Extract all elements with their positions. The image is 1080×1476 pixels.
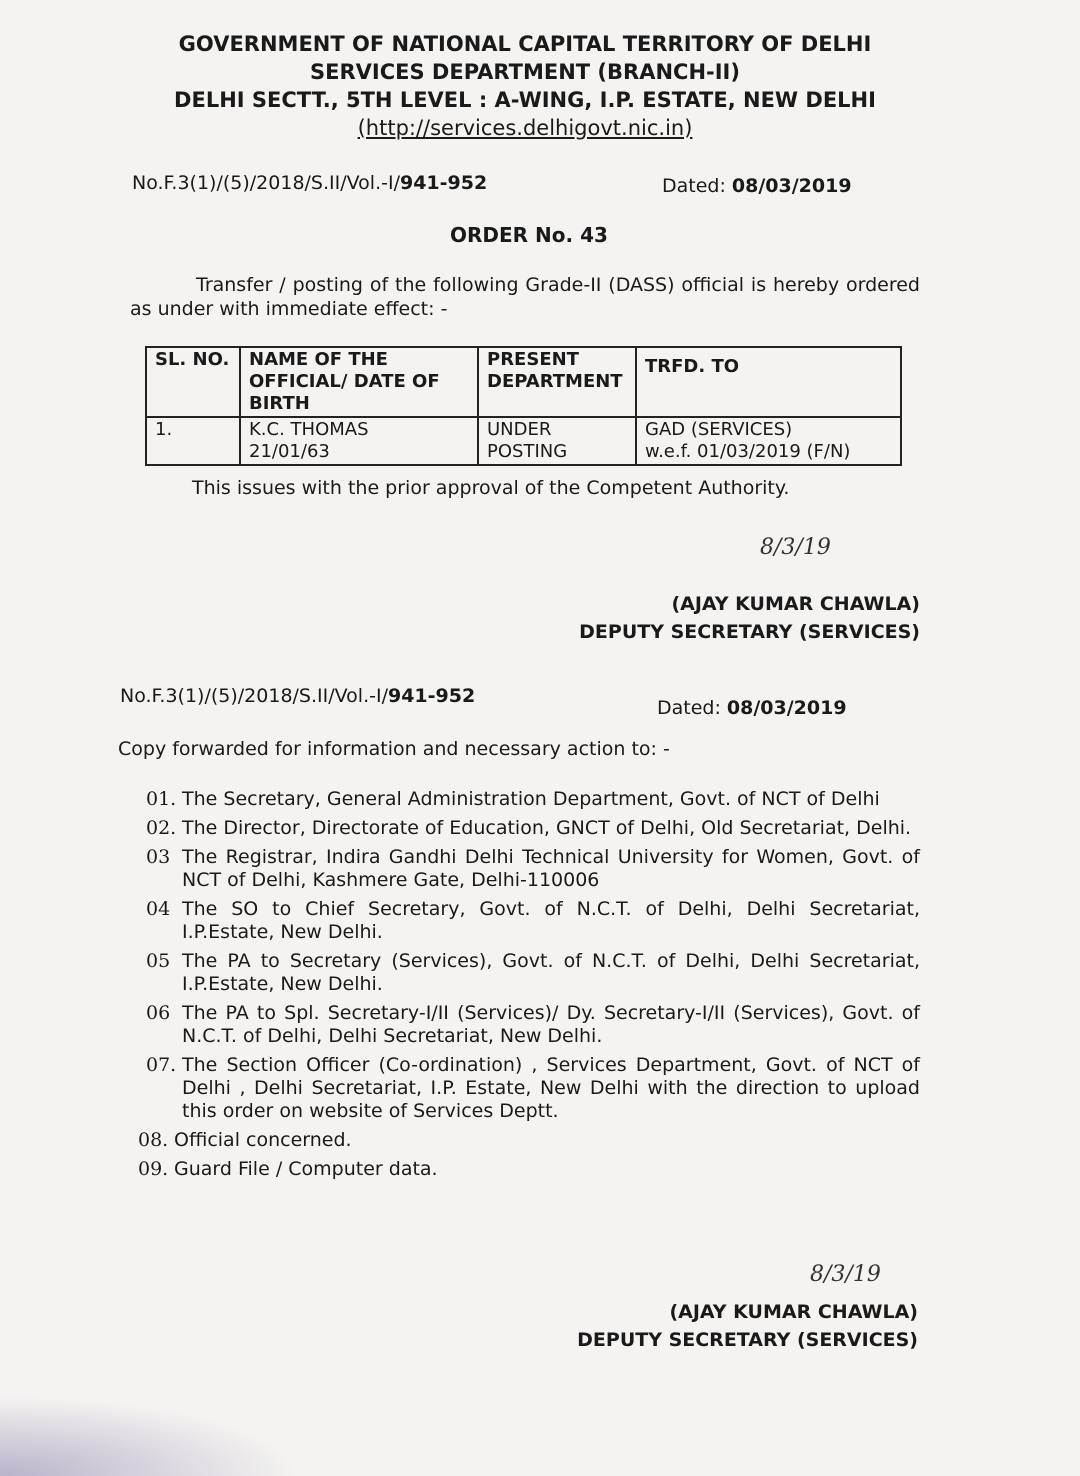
- header-name: NAME OF THE OFFICIAL/ DATE OF BIRTH: [240, 347, 478, 417]
- cell-trfd: [636, 417, 901, 465]
- item-num: 04: [146, 898, 171, 920]
- date-value: 08/03/2019: [731, 175, 852, 197]
- list-item: [146, 846, 920, 892]
- header-sl: SL. NO.: [146, 347, 240, 417]
- item-num: 08.: [138, 1129, 169, 1151]
- copy-date: [657, 697, 847, 719]
- list-item: [146, 788, 920, 811]
- ref-prefix: No.F.3(1)/(5)/2018/S.II/Vol.-I/: [120, 685, 388, 707]
- letterhead-line2: SERVICES DEPARTMENT (BRANCH-II): [310, 60, 740, 84]
- website-link[interactable]: (http://services.delhigovt.nic.in): [357, 116, 693, 140]
- item-text: The PA to Secretary (Services), Govt. of N.C.T. of Delhi, Delhi Secretariat, I.P.Estate, New Delhi.: [182, 950, 920, 995]
- signature: [810, 1262, 881, 1287]
- dated-label: Dated:: [657, 697, 727, 719]
- list-item: [146, 1054, 920, 1123]
- item-text: The SO to Chief Secretary, Govt. of N.C.T. of Delhi, Delhi Secretariat, I.P.Estate, New Delhi.: [182, 898, 920, 943]
- cell-name: [240, 417, 478, 465]
- signature: [760, 535, 831, 560]
- list-item: [146, 1002, 920, 1048]
- trfd-wef: w.e.f. 01/03/2019 (F/N): [645, 441, 851, 462]
- order-date: [662, 175, 852, 197]
- item-num: 01.: [146, 788, 177, 810]
- signature-date: 8/3/19: [760, 535, 831, 560]
- item-text: The PA to Spl. Secretary-I/II (Services)/ Dy. Secretary-I/II (Services), Govt. of N.C.T. of Delhi, Delhi Secretariat, New Delhi.: [182, 1002, 920, 1047]
- dated-label: Dated:: [662, 175, 732, 197]
- copy-intro: Copy forwarded for information and necessary action to: -: [118, 738, 670, 760]
- trfd-dept: GAD (SERVICES): [645, 419, 793, 440]
- signatory-block: [577, 1298, 918, 1354]
- scan-shadow: [0, 1396, 300, 1476]
- ref-num: 941-952: [387, 685, 476, 707]
- letterhead-line3: DELHI SECTT., 5TH LEVEL : A-WING, I.P. ESTATE, NEW DELHI: [174, 88, 876, 112]
- cell-present: UNDER POSTING: [478, 417, 636, 465]
- table-header-row: [146, 347, 901, 417]
- list-item: [146, 817, 920, 840]
- letterhead-line1: GOVERNMENT OF NATIONAL CAPITAL TERRITORY OF DELHI: [178, 32, 872, 56]
- letterhead: [0, 30, 1050, 142]
- item-text: Official concerned.: [174, 1129, 352, 1151]
- item-text: The Secretary, General Administration Department, Govt. of NCT of Delhi: [182, 788, 880, 810]
- item-num: 09.: [138, 1158, 169, 1180]
- table-row: [146, 417, 901, 465]
- cell-sl: 1.: [146, 417, 240, 465]
- item-text: Guard File / Computer data.: [174, 1158, 438, 1180]
- item-num: 03: [146, 846, 171, 868]
- signatory-title: DEPUTY SECRETARY (SERVICES): [579, 621, 920, 643]
- official-dob: 21/01/63: [249, 441, 330, 462]
- date-value: 08/03/2019: [726, 697, 847, 719]
- signature-date: 8/3/19: [810, 1262, 881, 1287]
- copy-list: [138, 788, 920, 1187]
- official-name: K.C. THOMAS: [249, 419, 369, 440]
- item-num: 07.: [146, 1054, 177, 1076]
- item-num: 05: [146, 950, 171, 972]
- signatory-block: [579, 590, 920, 646]
- ref-num: 941-952: [399, 172, 488, 194]
- list-item: [146, 898, 920, 944]
- item-text: The Section Officer (Co-ordination) , Services Department, Govt. of NCT of Delhi , Delhi Secretariat, I.P. Estate, New Delhi with the direction to upload this order on website of Services Deptt.: [182, 1054, 920, 1122]
- order-ref: [132, 172, 487, 194]
- order-title: ORDER No. 43: [450, 223, 608, 247]
- item-num: 06: [146, 1002, 171, 1024]
- ref-prefix: No.F.3(1)/(5)/2018/S.II/Vol.-I/: [132, 172, 400, 194]
- item-num: 02.: [146, 817, 177, 839]
- list-item: [138, 1129, 920, 1152]
- header-present: PRESENT DEPARTMENT: [478, 347, 636, 417]
- list-item: [146, 950, 920, 996]
- transfer-table: [145, 346, 902, 466]
- signatory-name: (AJAY KUMAR CHAWLA): [671, 593, 920, 615]
- approval-note: This issues with the prior approval of the Competent Authority.: [192, 477, 790, 499]
- order-intro: Transfer / posting of the following Grade-II (DASS) official is hereby ordered as under with immediate effect: -: [130, 274, 920, 320]
- item-text: The Registrar, Indira Gandhi Delhi Technical University for Women, Govt. of NCT of Delhi, Kashmere Gate, Delhi-110006: [182, 846, 920, 891]
- item-text: The Director, Directorate of Education, GNCT of Delhi, Old Secretariat, Delhi.: [182, 817, 912, 839]
- signatory-name: (AJAY KUMAR CHAWLA): [669, 1301, 918, 1323]
- copy-ref: [120, 685, 475, 707]
- list-item: [138, 1158, 920, 1181]
- signatory-title: DEPUTY SECRETARY (SERVICES): [577, 1329, 918, 1351]
- header-trfd: TRFD. TO: [636, 347, 901, 417]
